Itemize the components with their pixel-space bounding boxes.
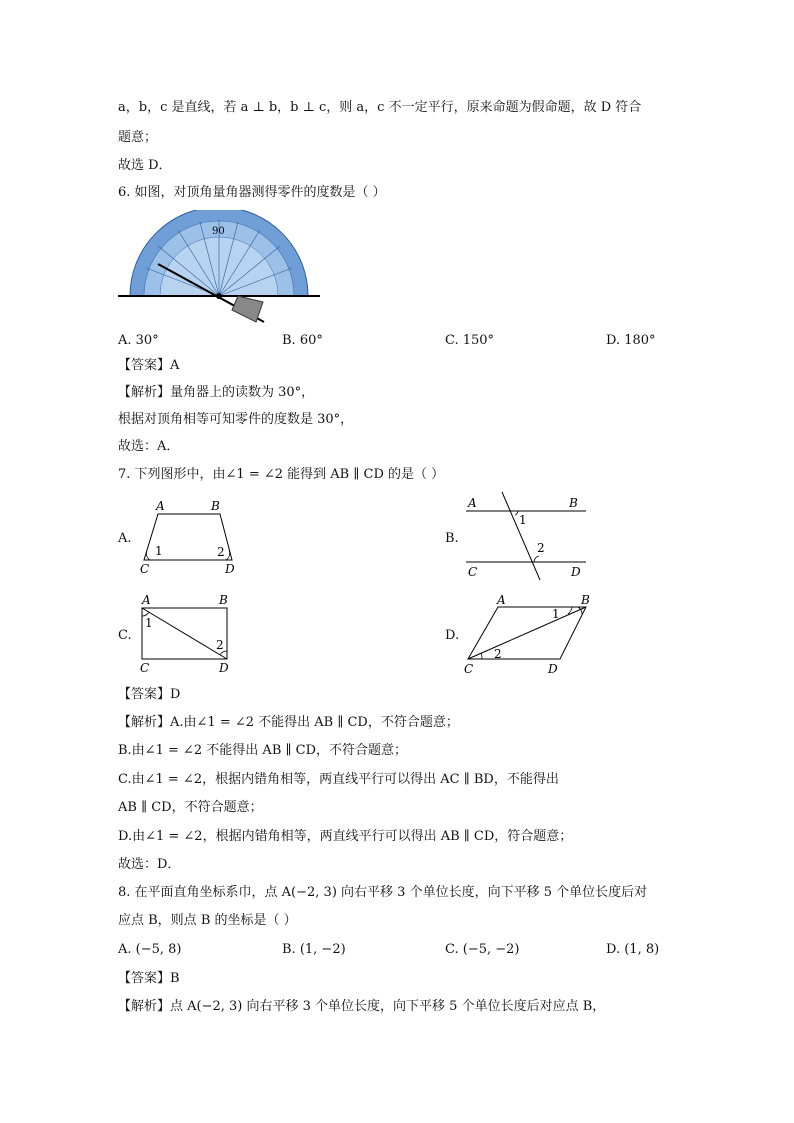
q7-option-c-label: C. — [118, 628, 132, 643]
text-line: 题意； — [118, 130, 158, 145]
q7-figure-b — [462, 490, 592, 580]
explanation-7-line-3: C.由∠1 = ∠2，根据内错角相等，两直线平行可以得出 AC ∥ BD，不能得出 — [118, 772, 559, 787]
answer-8: 【答案】B — [118, 971, 180, 986]
svg-text:C: C — [140, 661, 150, 675]
svg-text:2: 2 — [216, 638, 224, 652]
q7-option-b-label: B. — [445, 531, 459, 546]
select-7: 故选：D． — [118, 857, 181, 872]
svg-text:D: D — [225, 562, 235, 576]
q6-option-c: C. 150° — [445, 333, 495, 348]
svg-text:A: A — [497, 593, 506, 607]
svg-text:1: 1 — [519, 513, 527, 527]
svg-text:1: 1 — [155, 544, 163, 558]
explanation-6-line-2: 根据对顶角相等可知零件的度数是 30°， — [118, 412, 354, 427]
explanation-6-line-1: 【解析】量角器上的读数为 30°， — [118, 385, 315, 400]
answer-7: 【答案】D — [118, 687, 181, 702]
svg-text:B: B — [569, 496, 578, 510]
svg-text:D: D — [571, 565, 581, 579]
q8-option-a: A. (−5, 8) — [118, 942, 182, 957]
q8-option-c: C. (−5, −2) — [445, 942, 520, 957]
answer-6: 【答案】A — [118, 358, 180, 373]
svg-text:2: 2 — [217, 545, 225, 559]
protractor-figure — [118, 210, 320, 326]
q6-option-a: A. 30° — [118, 333, 159, 348]
question-7: 7. 下列图形中，由∠1 = ∠2 能得到 AB ∥ CD 的是（ ） — [118, 467, 445, 482]
svg-text:A: A — [156, 499, 165, 513]
text-line: 故选 D． — [118, 158, 172, 173]
explanation-7-line-2: B.由∠1 = ∠2 不能得出 AB ∥ CD，不符合题意； — [118, 743, 408, 758]
svg-text:2: 2 — [494, 647, 502, 661]
svg-text:A: A — [142, 593, 151, 607]
text-line: a，b，c 是直线，若 a ⊥ b，b ⊥ c，则 a，c 不一定平行，原来命题为假命题，故 D 符合 — [118, 100, 642, 115]
explanation-8: 【解析】点 A(−2, 3) 向右平移 3 个单位长度，向下平移 5 个单位长度后对应点 B， — [118, 999, 606, 1014]
svg-text:A: A — [468, 496, 477, 510]
q7-figure-c — [136, 592, 240, 676]
explanation-7-line-5: D.由∠1 = ∠2，根据内错角相等，两直线平行可以得出 AB ∥ CD，符合题意； — [118, 829, 573, 844]
svg-text:C: C — [140, 562, 150, 576]
q6-option-d: D. 180° — [606, 333, 656, 348]
select-6: 故选：A． — [118, 439, 180, 454]
q7-option-d-label: D. — [445, 628, 460, 643]
svg-text:D: D — [548, 662, 558, 676]
svg-text:1: 1 — [145, 616, 153, 630]
svg-text:1: 1 — [552, 607, 560, 621]
q6-option-b: B. 60° — [282, 333, 323, 348]
protractor-reading: 90 — [212, 226, 225, 237]
q7-figure-a — [138, 498, 242, 576]
q7-figure-d — [460, 590, 600, 678]
svg-text:C: C — [464, 662, 474, 676]
q7-option-a-label: A. — [118, 531, 132, 546]
question-8-line-2: 应点 B，则点 B 的坐标是（ ） — [118, 913, 297, 928]
explanation-7-line-1: 【解析】A.由∠1 = ∠2 不能得出 AB ∥ CD，不符合题意； — [118, 715, 459, 730]
svg-text:B: B — [581, 593, 590, 607]
svg-text:2: 2 — [537, 541, 545, 555]
svg-text:D: D — [219, 661, 229, 675]
explanation-7-line-4: AB ∥ CD，不符合题意； — [118, 800, 263, 815]
question-8-line-1: 8. 在平面直角坐标系巾，点 A(−2, 3) 向右平移 3 个单位长度，向下平移 5 个单位长度后对 — [118, 885, 648, 900]
question-6: 6. 如图，对顶角量角器测得零件的度数是（ ） — [118, 185, 386, 200]
svg-text:B: B — [211, 499, 220, 513]
svg-text:B: B — [219, 593, 228, 607]
svg-text:C: C — [468, 565, 478, 579]
q8-option-d: D. (1, 8) — [606, 942, 660, 957]
q8-option-b: B. (1, −2) — [282, 942, 346, 957]
